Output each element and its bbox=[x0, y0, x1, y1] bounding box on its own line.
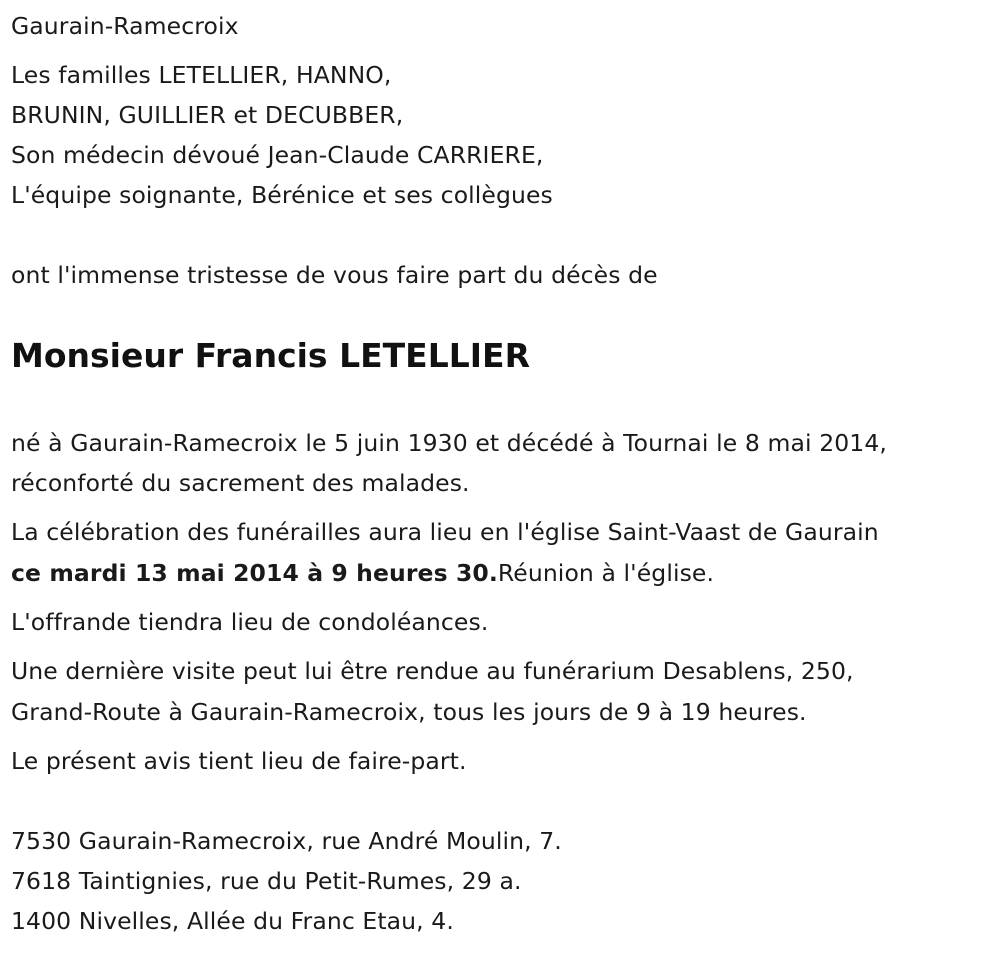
announcement-text: ont l'immense tristesse de vous faire part du décès de bbox=[11, 261, 658, 289]
header-location: Gaurain-Ramecroix bbox=[11, 12, 239, 40]
visit-line-2: Grand-Route à Gaurain-Ramecroix, tous les jours de 9 à 19 heures. bbox=[11, 698, 807, 726]
notice-text: Le présent avis tient lieu de faire-part. bbox=[11, 747, 467, 775]
visit-line-1: Une dernière visite peut lui être rendue au funérarium Desablens, 250, bbox=[11, 657, 854, 685]
families-line-3: Son médecin dévoué Jean-Claude CARRIERE, bbox=[11, 141, 544, 169]
funeral-meeting: Réunion à l'église. bbox=[497, 559, 715, 587]
offering-text: L'offrande tiendra lieu de condoléances. bbox=[11, 608, 489, 636]
funeral-date: ce mardi 13 mai 2014 à 9 heures 30. bbox=[11, 559, 498, 587]
families-line-2: BRUNIN, GUILLIER et DECUBBER, bbox=[11, 101, 404, 129]
deceased-name: Monsieur Francis LETELLIER bbox=[11, 336, 530, 375]
birth-death-line-2: réconforté du sacrement des malades. bbox=[11, 469, 470, 497]
funeral-line-1: La célébration des funérailles aura lieu en l'église Saint-Vaast de Gaurain bbox=[11, 518, 879, 546]
families-line-4: L'équipe soignante, Bérénice et ses collègues bbox=[11, 181, 553, 209]
address-line-1: 7530 Gaurain-Ramecroix, rue André Moulin, 7. bbox=[11, 827, 562, 855]
address-line-2: 7618 Taintignies, rue du Petit-Rumes, 29 a. bbox=[11, 867, 522, 895]
address-line-3: 1400 Nivelles, Allée du Franc Etau, 4. bbox=[11, 907, 454, 935]
families-line-1: Les familles LETELLIER, HANNO, bbox=[11, 61, 392, 89]
birth-death-line-1: né à Gaurain-Ramecroix le 5 juin 1930 et décédé à Tournai le 8 mai 2014, bbox=[11, 429, 887, 457]
funeral-line-2 bbox=[11, 558, 714, 588]
